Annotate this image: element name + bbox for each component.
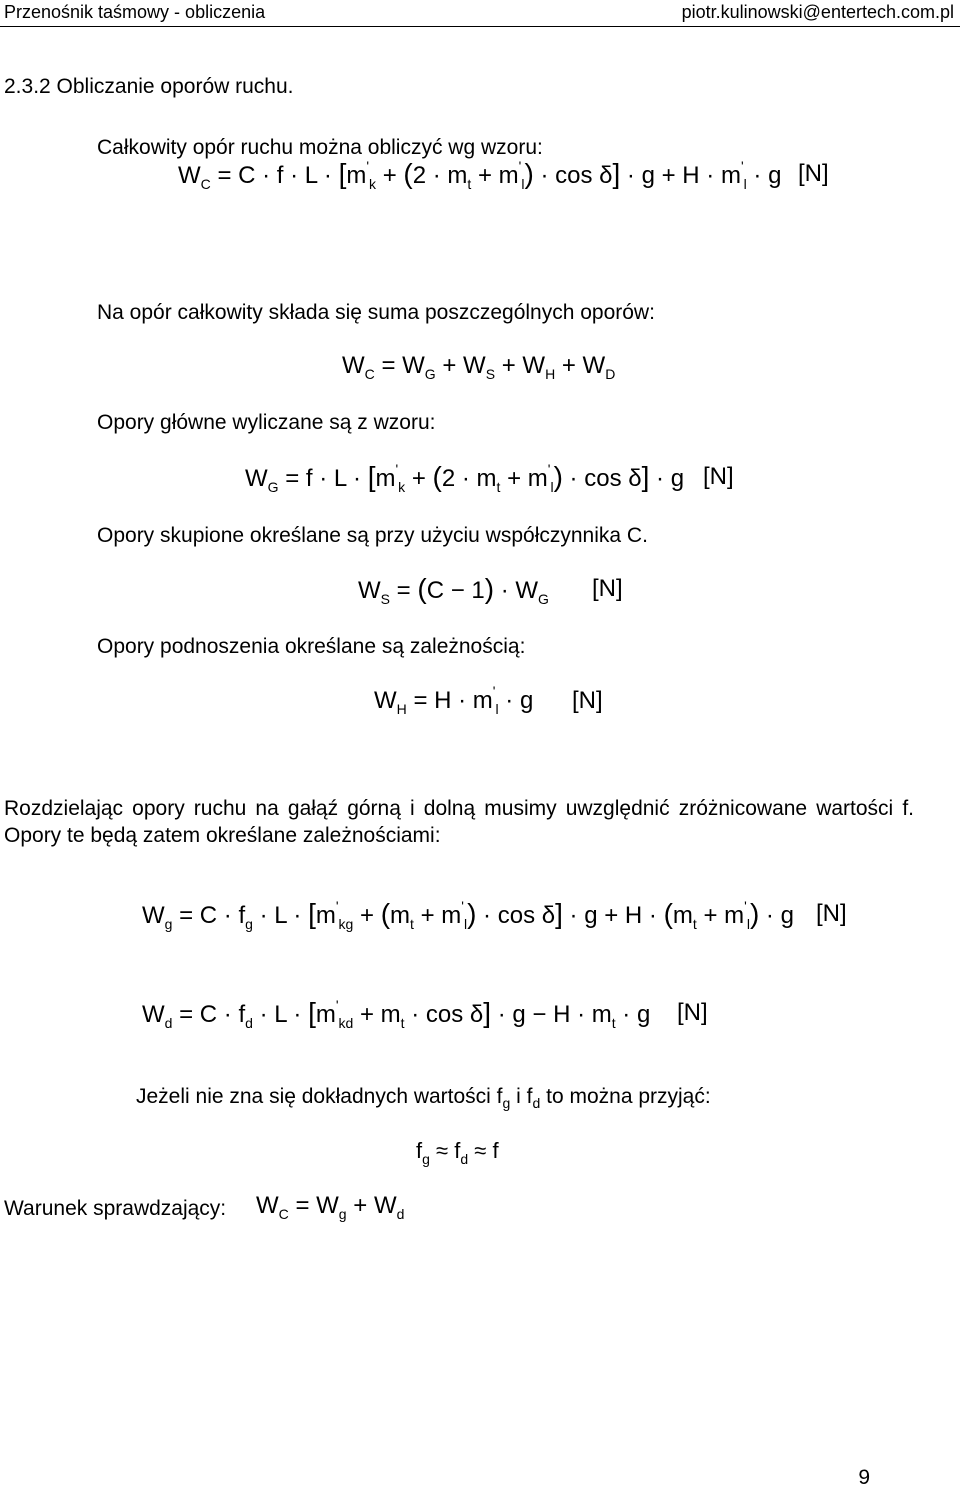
equation-upper-strand-resistance: $W_g = C \cdot f_g \cdot L \cdot [m'_{kg} + (m_t + m'_l) \cdot \cos \delta] \cdot g + H \cdot (m_t + m'_l) \cdot g$ [N] [142,898,847,932]
equation-total-resistance: $W_C = C \cdot f \cdot L \cdot [m'_k + (2 \cdot m_t + m'_l) \cdot \cos \delta] \cdot g + H \cdot m'_l \cdot g$ [N] [178,158,829,192]
paragraph-concentrated-resistances: Opory skupione określane są przy użyciu współczynnika C. [97,524,648,547]
equation-unit: [N] [816,900,847,927]
header-title: Przenośnik taśmowy - obliczenia [4,2,266,22]
paragraph-main-resistances: Opory główne wyliczane są z wzoru: [97,411,436,434]
paragraph-total-resistance: Całkowity opór ruchu można obliczyć wg wzoru: [97,136,543,159]
equation-check: $W_C = W_g + W_d$ [256,1192,405,1222]
equation-unit: [N] [592,575,623,602]
header-divider [0,26,960,27]
equation-concentrated-resistance: $W_S = (C - 1) \cdot W_G$ [N] [358,573,623,607]
paragraph-check-condition: Warunek sprawdzający: [4,1197,227,1220]
section-title: 2.3.2 Obliczanie oporów ruchu. [4,75,294,98]
header-email: piotr.kulinowski@entertech.com.pl [681,2,954,22]
equation-friction-approx: $f_g \approx f_d \approx f$ [416,1138,499,1167]
equation-unit: [N] [703,463,734,490]
equation-unit: [N] [572,687,603,714]
paragraph-friction-assumption: Jeżeli nie zna się dokładnych wartości $f_g$ i $f_d$ to można przyjąć: [136,1085,711,1112]
equation-lifting-resistance: $W_H = H \cdot m'_l \cdot g$ [N] [374,683,603,717]
equation-main-resistance: $W_G = f \cdot L \cdot [m'_k + (2 \cdot m_t + m'_l) \cdot \cos \delta] \cdot g$ [N] [245,461,734,495]
equation-lower-strand-resistance: $W_d = C \cdot f_d \cdot L \cdot [m'_{kd} + m_t \cdot \cos \delta] \cdot g - H \cdot m_t \cdot g$ [N] [142,997,708,1031]
page-number: 9 [858,1466,870,1489]
paragraph-lifting-resistance: Opory podnoszenia określane są zależnością: [97,635,526,658]
paragraph-sum-of-resistances: Na opór całkowity składa się suma poszczególnych oporów: [97,301,655,324]
equation-unit: [N] [677,999,708,1026]
equation-resistance-sum: $W_C = W_G + W_S + W_H + W_D$ [342,352,616,382]
equation-unit: [N] [798,160,829,187]
paragraph-upper-lower-strand: Rozdzielając opory ruchu na gałąź górną i dolną musimy uwzględnić zróżnicowane wartości f. Opory te będą zatem określane zależnościami: [4,797,914,847]
